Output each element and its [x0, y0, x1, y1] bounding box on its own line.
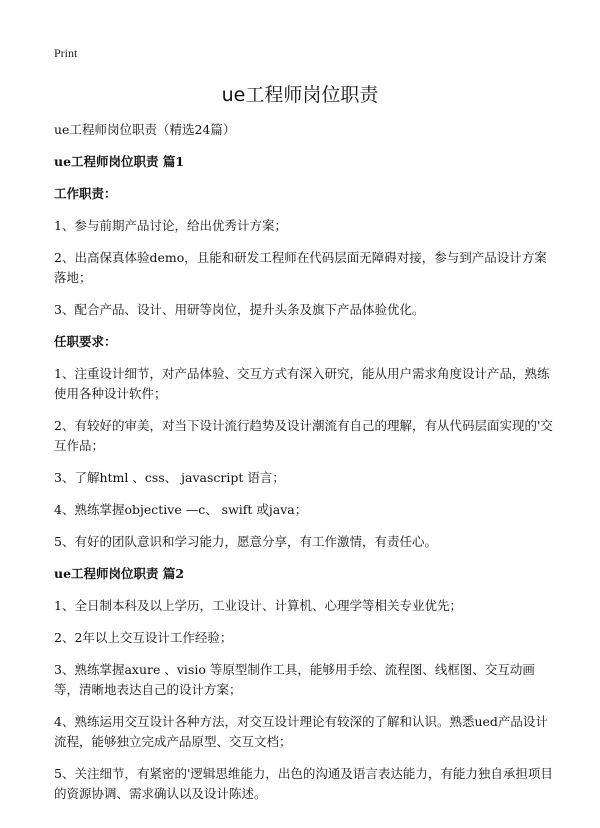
document-subtitle: ue工程师岗位职责（精选24篇）	[54, 122, 236, 137]
list-item: 1、全日制本科及以上学历，工业设计、计算机、心理学等相关专业优先；	[54, 598, 462, 613]
requirements-heading: 任职要求：	[54, 334, 117, 349]
list-item: 1、注重设计细节，对产品体验、交互方式有深入研究，能从用户需求角度设计产品，熟练使用各种设计软件；	[54, 366, 550, 401]
section-heading-1: ue工程师岗位职责 篇1	[54, 154, 185, 169]
list-item: 3、配合产品、设计、用研等岗位，提升头条及旗下产品体验优化。	[54, 302, 425, 317]
document-body	[54, 120, 554, 816]
print-label: Print	[54, 46, 78, 60]
section-heading-2: ue工程师岗位职责 篇2	[54, 566, 185, 581]
list-item: 2、出高保真体验demo，且能和研发工程师在代码层面无障碍对接，参与到产品设计方案落地；	[54, 250, 547, 285]
page-title: ue工程师岗位职责	[221, 84, 379, 106]
list-item: 1、参与前期产品讨论，给出优秀计方案；	[54, 218, 287, 233]
list-item: 3、熟练掌握axure 、visio 等原型制作工具，能够用手绘、流程图、线框图、交互动画等，清晰地表达自己的设计方案；	[54, 662, 535, 697]
list-item: 5、有好的团队意识和学习能力，愿意分享，有工作激情，有责任心。	[54, 534, 437, 549]
list-item: 4、熟练运用交互设计各种方法，对交互设计理论有较深的了解和认识。熟悉ued产品设计流程，能够独立完成产品原型、交互文档；	[54, 714, 548, 749]
list-item: 2、有较好的审美，对当下设计流行趋势及设计潮流有自己的理解，有从代码层面实现的'交互作品；	[54, 418, 553, 453]
list-item: 4、熟练掌握objective —c、 swift 或java；	[54, 502, 308, 517]
list-item: 2、2年以上交互设计工作经验；	[54, 630, 233, 645]
list-item: 3、了解html 、css、 javascript 语言；	[54, 470, 285, 485]
duties-heading: 工作职责：	[54, 186, 117, 201]
list-item: 5、关注细节，有紧密的'逻辑思维能力，出色的沟通及语言表达能力，有能力独自承担项目的资源协调、需求确认以及设计陈述。	[54, 766, 553, 801]
